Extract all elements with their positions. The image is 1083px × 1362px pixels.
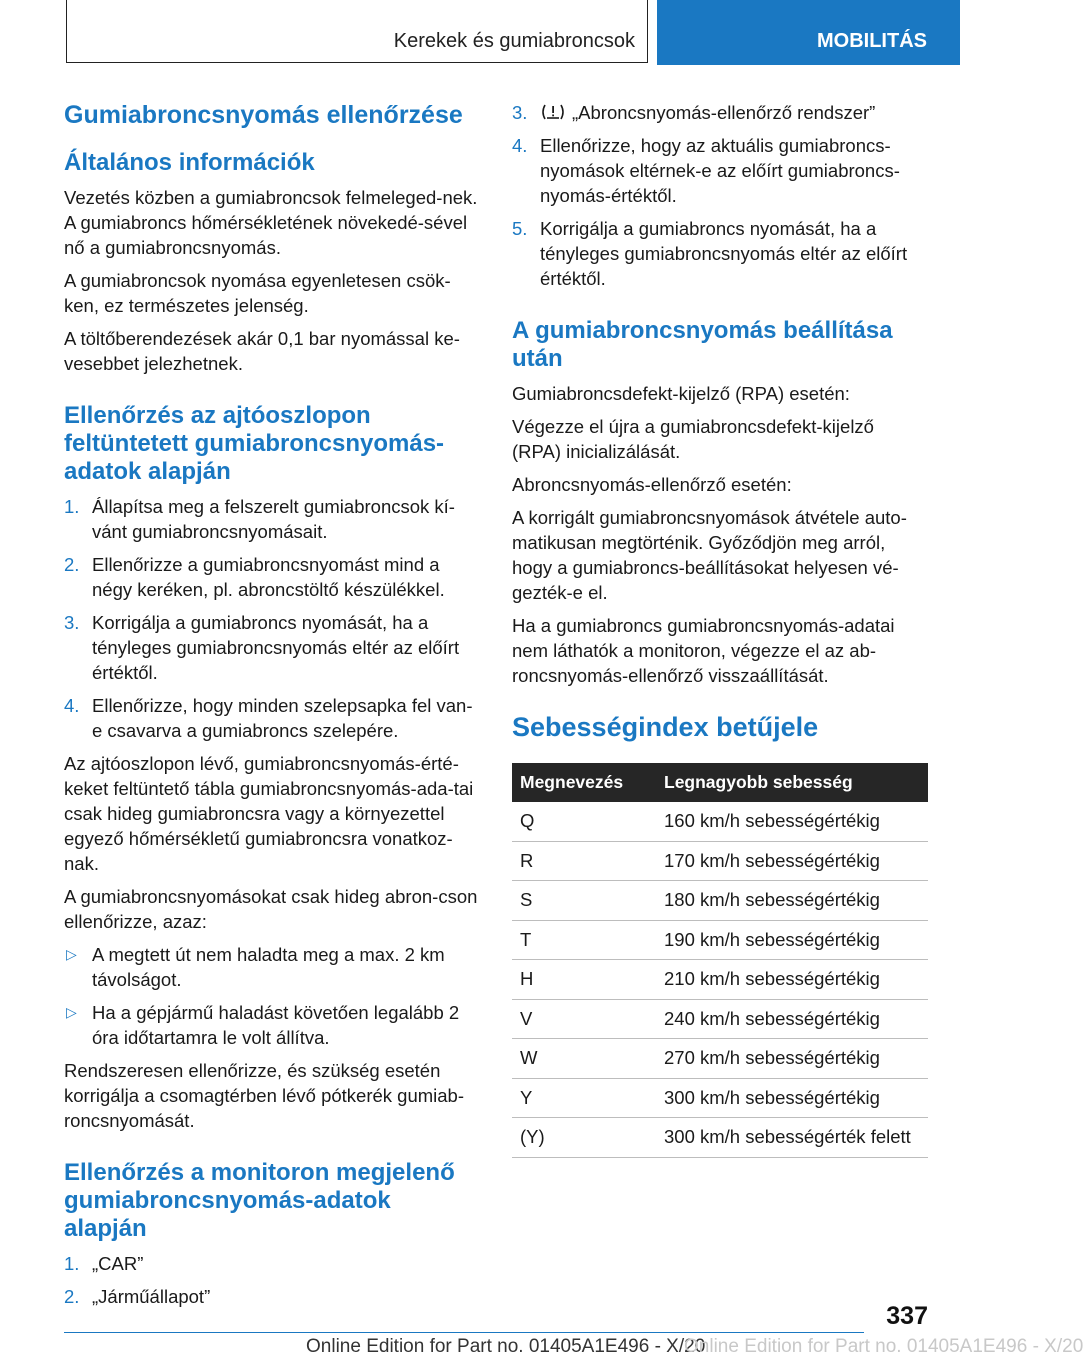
footer-watermark: Online Edition for Part no. 01405A1E496 - X/20 (684, 1336, 1083, 1357)
step-number: 2. (64, 554, 80, 575)
step-text: Állapítsa meg a felszerelt gumiabroncsok kí-vánt gumiabroncsnyomásait. (92, 496, 455, 542)
header-chapter-tab (657, 0, 960, 65)
step-number: 4. (512, 135, 528, 156)
heading-door-check: Ellenőrzés az ajtóoszlopon feltüntetett gumiabroncsnyomás-adatok alapján (64, 402, 445, 485)
list-item (64, 1284, 480, 1309)
bullet-text: A megtett út nem haladta meg a max. 2 km távolságot. (92, 944, 445, 990)
header-section-title: Kerekek és gumiabroncsok (393, 30, 635, 52)
footer-edition: Online Edition for Part no. 01405A1E496 - X/20 (306, 1336, 706, 1357)
table-row (512, 920, 928, 960)
list-item (64, 1000, 480, 1050)
paragraph: Rendszeresen ellenőrizze, és szükség esetén korrigálja a csomagtérben lévő pótkerék gumiab-roncsnyomását. (64, 1060, 465, 1131)
table-cell: Q (512, 802, 656, 841)
header-section-box (66, 0, 648, 63)
table-row (512, 1039, 928, 1079)
footer-divider (64, 1332, 864, 1333)
triangle-bullet-icon: ▷ (66, 946, 77, 962)
step-text: Ellenőrizze, hogy az aktuális gumiabroncs-nyomások eltérnek-e az előírt gumiabroncs-nyomás-értéktől. (540, 135, 900, 206)
step-text: Ellenőrizze, hogy minden szelepsapka fel van-e csavarva a gumiabroncs szelepére. (92, 695, 473, 741)
paragraph: A gumiabroncsok nyomása egyenletesen csök-ken, ez természetes jelenség. (64, 270, 451, 316)
table-header-max-speed: Legnagyobb sebesség (656, 763, 928, 802)
table-cell: 300 km/h sebességérték felett (656, 1118, 928, 1158)
list-item (512, 216, 928, 291)
page-number: 337 (886, 1302, 928, 1330)
table-cell: 170 km/h sebességértékig (656, 841, 928, 881)
step-number: 5. (512, 218, 528, 239)
table-cell: (Y) (512, 1118, 656, 1158)
table-cell: 300 km/h sebességértékig (656, 1078, 928, 1118)
table-cell: H (512, 960, 656, 1000)
step-number: 2. (64, 1286, 80, 1307)
list-item (512, 133, 928, 208)
paragraph: Végezze el újra a gumiabroncsdefekt-kijelző (RPA) inicializálását. (512, 416, 874, 462)
step-number: 1. (64, 496, 80, 517)
paragraph: Abroncsnyomás-ellenőrző esetén: (512, 474, 792, 495)
table-row (512, 960, 928, 1000)
table-cell: 270 km/h sebességértékig (656, 1039, 928, 1079)
table-header-row (512, 763, 928, 802)
table-cell: V (512, 999, 656, 1039)
step-text: Korrigálja a gumiabroncs nyomását, ha a tényleges gumiabroncsnyomás eltér az előírt értéktől. (92, 612, 460, 683)
table-row (512, 1078, 928, 1118)
right-column (512, 100, 928, 1158)
table-cell: 180 km/h sebességértékig (656, 881, 928, 921)
table-cell: 190 km/h sebességértékig (656, 920, 928, 960)
paragraph: Gumiabroncsdefekt-kijelző (RPA) esetén: (512, 383, 850, 404)
bullet-text: Ha a gépjármű haladást követően legalább 2 óra időtartamra le volt állítva. (92, 1002, 460, 1048)
heading-after-adjust: A gumiabroncsnyomás beállítása után (512, 317, 893, 372)
step-number: 4. (64, 695, 80, 716)
table-row (512, 802, 928, 841)
paragraph: Az ajtóoszlopon lévő, gumiabroncsnyomás-érté-keket feltüntető tábla gumiabroncsnyomás-ada-tai csak hideg gumiabroncsra vagy a környezettel egyező hőmérsékletű gumiabroncsra vonatkoz-nak. (64, 753, 474, 874)
table-header-designation: Megnevezés (512, 763, 656, 802)
step-text: „Járműállapot” (92, 1286, 211, 1307)
section-title: Gumiabroncsnyomás ellenőrzése (64, 101, 463, 129)
table-cell: 160 km/h sebességértékig (656, 802, 928, 841)
table-cell: 210 km/h sebességértékig (656, 960, 928, 1000)
tire-pressure-warning-icon (540, 102, 566, 120)
list-item (64, 552, 480, 602)
bullet-list (64, 942, 480, 1050)
step-number: 3. (64, 612, 80, 633)
table-cell: T (512, 920, 656, 960)
table-row (512, 881, 928, 921)
heading-speed-index: Sebességindex betűjele (512, 712, 819, 742)
paragraph: A töltőberendezések akár 0,1 bar nyomással ke-vesebbet jelezhetnek. (64, 328, 460, 374)
paragraph: A korrigált gumiabroncsnyomások átvétele auto-matikusan megtörténik. Győződjön meg arról, hogy a gumiabroncs-beállításokat helyesen vé-gezték-e el. (512, 507, 907, 603)
paragraph: Ha a gumiabroncs gumiabroncsnyomás-adatai nem láthatók a monitoron, végezze el az ab-roncsnyomás-ellenőrző visszaállítását. (512, 615, 895, 686)
step-text: Ellenőrizze a gumiabroncsnyomást mind a négy keréken, pl. abroncstöltő készülékkel. (92, 554, 445, 600)
list-item (64, 610, 480, 685)
triangle-bullet-icon: ▷ (66, 1004, 77, 1020)
heading-general-info: Általános információk (64, 149, 315, 176)
table-row (512, 1118, 928, 1158)
list-item (64, 693, 480, 743)
list-item (64, 494, 480, 544)
monitor-steps-continued (512, 100, 928, 291)
table-cell: 240 km/h sebességértékig (656, 999, 928, 1039)
step-number: 1. (64, 1253, 80, 1274)
table-cell: Y (512, 1078, 656, 1118)
table-cell: S (512, 881, 656, 921)
step-text: „Abroncsnyomás-ellenőrző rendszer” (572, 102, 876, 123)
step-text: „CAR” (92, 1253, 144, 1274)
step-text: Korrigálja a gumiabroncs nyomását, ha a tényleges gumiabroncsnyomás eltér az előírt értéktől. (540, 218, 908, 289)
heading-monitor-check: Ellenőrzés a monitoron megjelenő gumiabroncsnyomás-adatok alapján (64, 1159, 455, 1242)
door-steps-list (64, 494, 480, 743)
header-chapter-label: MOBILITÁS (817, 30, 927, 52)
left-column (64, 100, 480, 1317)
table-row (512, 999, 928, 1039)
monitor-steps-list (64, 1251, 480, 1309)
paragraph: Vezetés közben a gumiabroncsok felmeleged-nek. A gumiabroncs hőmérsékletének növekedé-sével nő a gumiabroncsnyomás. (64, 187, 478, 258)
table-cell: W (512, 1039, 656, 1079)
list-item (512, 100, 928, 125)
list-item (64, 942, 480, 992)
list-item (64, 1251, 480, 1276)
step-number: 3. (512, 102, 528, 123)
paragraph: A gumiabroncsnyomásokat csak hideg abron-cson ellenőrizze, azaz: (64, 886, 478, 932)
speed-index-table (512, 763, 928, 1158)
table-row (512, 841, 928, 881)
table-cell: R (512, 841, 656, 881)
